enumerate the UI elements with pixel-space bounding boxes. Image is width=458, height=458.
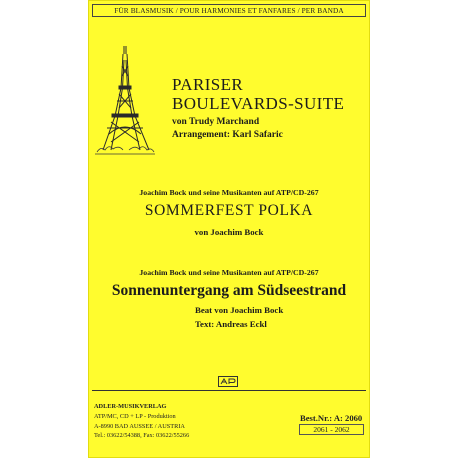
publisher-contact: Tel.: 03622/54388, Fax: 03622/55266 (94, 432, 190, 439)
suite-title-line-2: BOULEVARDS-SUITE (172, 94, 345, 113)
order-number: Best.Nr.: A: 2060 (300, 413, 363, 423)
beat-lyricist: Text: Andreas Eckl (195, 319, 267, 329)
publisher-production: ATP/MC, CD + LP - Produktion (94, 413, 176, 420)
header-band (92, 4, 366, 17)
polka-recording-note: Joachim Bock und seine Musikanten auf ATP/CD-267 (139, 188, 319, 197)
publisher-name: ADLER-MUSIKVERLAG (94, 403, 167, 410)
polka-composer: von Joachim Bock (194, 227, 264, 237)
beat-composer: Beat von Joachim Bock (195, 305, 284, 315)
sheet-music-cover (88, 0, 370, 458)
publisher-logo-icon (218, 376, 238, 387)
header-text: FÜR BLASMUSIK / POUR HARMONIES ET FANFARES / PER BANDA (114, 6, 344, 15)
suite-composer: von Trudy Marchand (172, 117, 260, 127)
eiffel-tower-icon (95, 46, 155, 158)
order-range: 2061 - 2062 (313, 425, 350, 434)
beat-recording-note: Joachim Bock und seine Musikanten auf ATP/CD-267 (139, 268, 319, 277)
footer-divider (92, 390, 366, 391)
publisher-address: A-8990 BAD AUSSEE / AUSTRIA (94, 423, 185, 430)
beat-title: Sonnenuntergang am Südseestrand (111, 282, 347, 299)
suite-arranger: Arrangement: Karl Safaric (172, 130, 283, 140)
suite-title-line-1: PARISER (172, 75, 244, 94)
order-range-box (299, 424, 364, 435)
polka-title: SOMMERFEST POLKA (144, 202, 314, 219)
